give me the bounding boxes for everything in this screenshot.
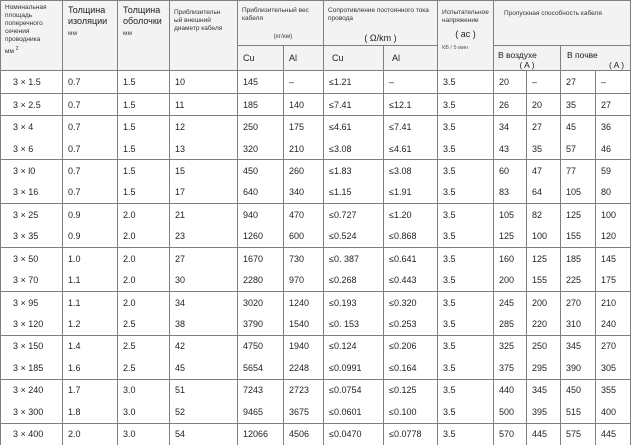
cell-soil-cu: 575 xyxy=(561,423,596,445)
cell-air-cu: 105 xyxy=(494,204,527,226)
cell-w-cu: 2280 xyxy=(238,269,284,291)
cell-w-al: 600 xyxy=(284,226,324,248)
cell-sh: 2.5 xyxy=(118,313,170,335)
cell-r-cu: ≤0.524 xyxy=(324,226,384,248)
header-weight-cu: Cu xyxy=(238,46,284,71)
cell-soil-cu: 270 xyxy=(561,291,596,313)
header-weight-unit: (кг/км) xyxy=(238,23,323,40)
cell-w-al: 970 xyxy=(284,269,324,291)
header-section-unit-sup: 2 xyxy=(16,46,19,52)
cell-ins: 1.0 xyxy=(63,248,118,270)
header-soil xyxy=(561,46,631,71)
cell-air-al: 27 xyxy=(527,116,561,138)
table-row xyxy=(1,116,631,138)
cell-dia: 12 xyxy=(170,116,238,138)
cell-air-cu: 125 xyxy=(494,226,527,248)
cell-ins: 0.7 xyxy=(63,182,118,204)
cell-air-cu: 570 xyxy=(494,423,527,445)
header-insulation-line: Толщина xyxy=(68,5,117,16)
cell-tv: 3.5 xyxy=(438,226,494,248)
cell-sh: 1.5 xyxy=(118,160,170,182)
cell-w-cu: 940 xyxy=(238,204,284,226)
cell-air-al: 35 xyxy=(527,138,561,160)
header-test-voltage xyxy=(438,1,494,71)
cell-soil-cu: 77 xyxy=(561,160,596,182)
cell-dia: 45 xyxy=(170,357,238,379)
cell-w-al: 470 xyxy=(284,204,324,226)
cell-size: 3 × 400 xyxy=(1,423,63,445)
table-row xyxy=(1,291,631,313)
table-row xyxy=(1,138,631,160)
cell-air-al: 47 xyxy=(527,160,561,182)
cell-ins: 1.8 xyxy=(63,401,118,423)
header-air-unit: ( A ) xyxy=(494,60,560,70)
cell-air-cu: 500 xyxy=(494,401,527,423)
cell-soil-cu: 45 xyxy=(561,116,596,138)
cell-tv: 3.5 xyxy=(438,401,494,423)
cell-soil-cu: 310 xyxy=(561,313,596,335)
header-weight-title: Приблизительный вес кабеля xyxy=(238,1,323,23)
cell-soil-al: – xyxy=(596,71,631,94)
cell-air-cu: 440 xyxy=(494,379,527,401)
cell-r-cu: ≤1.83 xyxy=(324,160,384,182)
table-row xyxy=(1,379,631,401)
cell-r-al: ≤1.91 xyxy=(384,182,438,204)
cell-r-al: ≤0.320 xyxy=(384,291,438,313)
cell-dia: 42 xyxy=(170,335,238,357)
cell-soil-al: 80 xyxy=(596,182,631,204)
cell-w-al: 140 xyxy=(284,93,324,116)
header-soil-label: В почве xyxy=(561,46,630,60)
cell-w-cu: 3790 xyxy=(238,313,284,335)
cell-r-cu: ≤1.21 xyxy=(324,71,384,94)
cell-r-al: ≤0.641 xyxy=(384,248,438,270)
cell-size: 3 × 120 xyxy=(1,313,63,335)
cell-r-cu: ≤7.41 xyxy=(324,93,384,116)
cell-tv: 3.5 xyxy=(438,182,494,204)
cell-sh: 3.0 xyxy=(118,401,170,423)
cell-size: 3 × 95 xyxy=(1,291,63,313)
cell-air-al: 64 xyxy=(527,182,561,204)
cell-dia: 27 xyxy=(170,248,238,270)
cell-air-cu: 60 xyxy=(494,160,527,182)
header-diameter-line: ый внешний xyxy=(174,17,237,25)
header-section-line: сечения xyxy=(5,28,62,36)
table-row xyxy=(1,93,631,116)
cell-soil-cu: 450 xyxy=(561,379,596,401)
header-diameter-line: Приблизительн xyxy=(174,9,237,17)
cell-soil-al: 270 xyxy=(596,335,631,357)
cell-air-cu: 160 xyxy=(494,248,527,270)
cell-r-cu: ≤3.08 xyxy=(324,138,384,160)
cell-soil-al: 445 xyxy=(596,423,631,445)
cell-ins: 0.9 xyxy=(63,226,118,248)
header-test-voltage-note: КВ / 5 мин xyxy=(438,45,493,51)
cell-r-cu: ≤0. 153 xyxy=(324,313,384,335)
cell-air-cu: 83 xyxy=(494,182,527,204)
header-test-voltage-unit: ( ac ) xyxy=(438,29,493,39)
cell-r-cu: ≤0.0470 xyxy=(324,423,384,445)
cell-r-al: ≤0.164 xyxy=(384,357,438,379)
cell-sh: 2.5 xyxy=(118,357,170,379)
cell-sh: 2.0 xyxy=(118,248,170,270)
cell-tv: 3.5 xyxy=(438,357,494,379)
cell-air-al: – xyxy=(527,71,561,94)
cell-w-al: 730 xyxy=(284,248,324,270)
cell-ins: 1.6 xyxy=(63,357,118,379)
cell-dia: 17 xyxy=(170,182,238,204)
cell-ins: 1.2 xyxy=(63,313,118,335)
cell-air-al: 250 xyxy=(527,335,561,357)
header-sheath xyxy=(118,1,170,71)
cell-air-al: 445 xyxy=(527,423,561,445)
cell-ins: 1.4 xyxy=(63,335,118,357)
cell-r-cu: ≤0.193 xyxy=(324,291,384,313)
cell-r-al: ≤1.20 xyxy=(384,204,438,226)
cell-dia: 10 xyxy=(170,71,238,94)
cell-tv: 3.5 xyxy=(438,313,494,335)
table-row xyxy=(1,160,631,182)
header-capacity xyxy=(494,1,631,46)
header-section-line: проводника xyxy=(5,36,62,44)
cell-sh: 2.5 xyxy=(118,335,170,357)
cell-w-cu: 450 xyxy=(238,160,284,182)
cell-w-cu: 5654 xyxy=(238,357,284,379)
cell-size: 3 × l0 xyxy=(1,160,63,182)
cell-r-al: ≤12.1 xyxy=(384,93,438,116)
cell-air-al: 100 xyxy=(527,226,561,248)
cell-soil-cu: 390 xyxy=(561,357,596,379)
cell-w-al: 1940 xyxy=(284,335,324,357)
table-row xyxy=(1,401,631,423)
cell-ins: 0.7 xyxy=(63,93,118,116)
cell-r-al: ≤0.868 xyxy=(384,226,438,248)
cell-size: 3 × 16 xyxy=(1,182,63,204)
header-resistance-al: Al xyxy=(384,46,438,71)
cell-soil-al: 59 xyxy=(596,160,631,182)
cell-soil-cu: 57 xyxy=(561,138,596,160)
table-row xyxy=(1,248,631,270)
table-body xyxy=(1,71,631,445)
cell-tv: 3.5 xyxy=(438,71,494,94)
cell-size: 3 × 25 xyxy=(1,204,63,226)
cell-w-al: 2248 xyxy=(284,357,324,379)
header-diameter-line: диаметр кабеля xyxy=(174,25,237,33)
header-sheath-line: оболочки xyxy=(123,16,169,27)
cell-w-cu: 7243 xyxy=(238,379,284,401)
cell-soil-al: 100 xyxy=(596,204,631,226)
cell-dia: 13 xyxy=(170,138,238,160)
cell-air-cu: 43 xyxy=(494,138,527,160)
cell-air-cu: 375 xyxy=(494,357,527,379)
cell-size: 3 × 185 xyxy=(1,357,63,379)
cell-w-cu: 1670 xyxy=(238,248,284,270)
cell-w-al: 340 xyxy=(284,182,324,204)
cell-sh: 2.0 xyxy=(118,269,170,291)
cell-air-cu: 245 xyxy=(494,291,527,313)
cell-tv: 3.5 xyxy=(438,116,494,138)
cell-soil-cu: 155 xyxy=(561,226,596,248)
cell-ins: 0.7 xyxy=(63,138,118,160)
cell-air-al: 20 xyxy=(527,93,561,116)
cell-w-cu: 12066 xyxy=(238,423,284,445)
cell-w-al: – xyxy=(284,71,324,94)
cell-r-cu: ≤0.0601 xyxy=(324,401,384,423)
table-row xyxy=(1,71,631,94)
cell-sh: 3.0 xyxy=(118,423,170,445)
header-resistance xyxy=(324,1,438,46)
cell-ins: 1.1 xyxy=(63,291,118,313)
cell-soil-al: 145 xyxy=(596,248,631,270)
cell-size: 3 × 70 xyxy=(1,269,63,291)
cell-soil-cu: 225 xyxy=(561,269,596,291)
cell-r-al: ≤0.206 xyxy=(384,335,438,357)
table-row xyxy=(1,423,631,445)
cell-size: 3 × 50 xyxy=(1,248,63,270)
cell-r-al: ≤0.253 xyxy=(384,313,438,335)
header-sheath-line: Толщина xyxy=(123,5,169,16)
header-soil-unit: ( A ) xyxy=(561,60,630,70)
header-insulation-unit: мм xyxy=(63,27,117,37)
cell-air-al: 395 xyxy=(527,401,561,423)
cell-r-cu: ≤0.268 xyxy=(324,269,384,291)
cell-w-al: 1240 xyxy=(284,291,324,313)
header-air xyxy=(494,46,561,71)
cell-dia: 52 xyxy=(170,401,238,423)
cell-r-cu: ≤1.15 xyxy=(324,182,384,204)
cell-air-cu: 34 xyxy=(494,116,527,138)
cell-tv: 3.5 xyxy=(438,204,494,226)
cell-size: 3 × 300 xyxy=(1,401,63,423)
cell-dia: 15 xyxy=(170,160,238,182)
cell-w-cu: 250 xyxy=(238,116,284,138)
cell-w-cu: 185 xyxy=(238,93,284,116)
cell-soil-al: 46 xyxy=(596,138,631,160)
cell-soil-al: 210 xyxy=(596,291,631,313)
cell-w-al: 4506 xyxy=(284,423,324,445)
cell-w-cu: 4750 xyxy=(238,335,284,357)
cell-sh: 3.0 xyxy=(118,379,170,401)
table-row xyxy=(1,204,631,226)
cell-ins: 1.1 xyxy=(63,269,118,291)
cell-w-cu: 9465 xyxy=(238,401,284,423)
cell-air-cu: 325 xyxy=(494,335,527,357)
header-resistance-cu: Cu xyxy=(324,46,384,71)
cell-size: 3 × 2.5 xyxy=(1,93,63,116)
cell-w-al: 3675 xyxy=(284,401,324,423)
cell-soil-cu: 515 xyxy=(561,401,596,423)
cell-soil-cu: 27 xyxy=(561,71,596,94)
cell-sh: 1.5 xyxy=(118,71,170,94)
table-row xyxy=(1,335,631,357)
header-insulation xyxy=(63,1,118,71)
header-section xyxy=(1,1,63,71)
cell-r-al: ≤4.61 xyxy=(384,138,438,160)
cell-sh: 2.0 xyxy=(118,226,170,248)
cell-ins: 0.7 xyxy=(63,71,118,94)
cell-w-cu: 320 xyxy=(238,138,284,160)
cell-r-cu: ≤0. 387 xyxy=(324,248,384,270)
table-row xyxy=(1,182,631,204)
cell-r-al: ≤0.0778 xyxy=(384,423,438,445)
cell-sh: 2.0 xyxy=(118,204,170,226)
cell-tv: 3.5 xyxy=(438,379,494,401)
cell-w-al: 2723 xyxy=(284,379,324,401)
cell-w-al: 260 xyxy=(284,160,324,182)
cell-ins: 2.0 xyxy=(63,423,118,445)
cell-air-al: 125 xyxy=(527,248,561,270)
cell-tv: 3.5 xyxy=(438,138,494,160)
cell-tv: 3.5 xyxy=(438,160,494,182)
cell-r-al: – xyxy=(384,71,438,94)
cell-r-cu: ≤0.0991 xyxy=(324,357,384,379)
cell-sh: 1.5 xyxy=(118,182,170,204)
header-section-unit: мм xyxy=(5,48,14,55)
cell-r-cu: ≤0.124 xyxy=(324,335,384,357)
table-row xyxy=(1,226,631,248)
header-diameter xyxy=(170,1,238,71)
cell-soil-al: 120 xyxy=(596,226,631,248)
cell-soil-al: 27 xyxy=(596,93,631,116)
header-test-voltage-line: Испытательное xyxy=(442,9,493,17)
cell-air-cu: 26 xyxy=(494,93,527,116)
cell-size: 3 × 150 xyxy=(1,335,63,357)
cell-soil-cu: 185 xyxy=(561,248,596,270)
cell-tv: 3.5 xyxy=(438,248,494,270)
cell-size: 3 × 240 xyxy=(1,379,63,401)
cell-dia: 34 xyxy=(170,291,238,313)
cell-dia: 38 xyxy=(170,313,238,335)
cell-r-al: ≤0.100 xyxy=(384,401,438,423)
cell-w-al: 1540 xyxy=(284,313,324,335)
cell-soil-al: 175 xyxy=(596,269,631,291)
cell-r-cu: ≤4.61 xyxy=(324,116,384,138)
header-insulation-line: изоляции xyxy=(68,16,117,27)
header-capacity-title: Пропускная способность кабеля xyxy=(494,1,630,18)
cell-size: 3 × 4 xyxy=(1,116,63,138)
cell-r-cu: ≤0.727 xyxy=(324,204,384,226)
cell-soil-al: 400 xyxy=(596,401,631,423)
cell-soil-cu: 105 xyxy=(561,182,596,204)
cell-air-cu: 200 xyxy=(494,269,527,291)
cell-air-al: 295 xyxy=(527,357,561,379)
cell-tv: 3.5 xyxy=(438,335,494,357)
cell-air-cu: 285 xyxy=(494,313,527,335)
cell-size: 3 × 35 xyxy=(1,226,63,248)
cell-dia: 54 xyxy=(170,423,238,445)
cell-dia: 23 xyxy=(170,226,238,248)
cell-soil-cu: 35 xyxy=(561,93,596,116)
cell-air-cu: 20 xyxy=(494,71,527,94)
header-weight-al: Al xyxy=(284,46,324,71)
cell-w-cu: 640 xyxy=(238,182,284,204)
cell-air-al: 82 xyxy=(527,204,561,226)
cell-dia: 51 xyxy=(170,379,238,401)
cell-soil-al: 305 xyxy=(596,357,631,379)
cell-ins: 0.7 xyxy=(63,116,118,138)
table-row xyxy=(1,313,631,335)
header-air-label: В воздухе xyxy=(494,46,560,60)
cell-r-al: ≤0.125 xyxy=(384,379,438,401)
table-row xyxy=(1,357,631,379)
cell-size: 3 × 6 xyxy=(1,138,63,160)
cell-ins: 0.7 xyxy=(63,160,118,182)
cell-sh: 1.5 xyxy=(118,138,170,160)
cell-tv: 3.5 xyxy=(438,423,494,445)
header-weight xyxy=(238,1,324,46)
cell-r-al: ≤7.41 xyxy=(384,116,438,138)
cell-soil-cu: 345 xyxy=(561,335,596,357)
header-sheath-unit: мм xyxy=(118,27,169,37)
cell-air-al: 155 xyxy=(527,269,561,291)
header-resistance-unit: ( Ω/km ) xyxy=(324,33,437,43)
cell-tv: 3.5 xyxy=(438,291,494,313)
cell-soil-al: 240 xyxy=(596,313,631,335)
cell-sh: 1.5 xyxy=(118,116,170,138)
cell-sh: 2.0 xyxy=(118,291,170,313)
cell-tv: 3.5 xyxy=(438,269,494,291)
header-section-line: площадь xyxy=(5,12,62,20)
cell-soil-al: 36 xyxy=(596,116,631,138)
table-row xyxy=(1,269,631,291)
header-section-line: Номинальная xyxy=(5,4,62,12)
cell-ins: 0.9 xyxy=(63,204,118,226)
cell-air-al: 220 xyxy=(527,313,561,335)
cell-soil-al: 355 xyxy=(596,379,631,401)
cell-r-cu: ≤0.0754 xyxy=(324,379,384,401)
cell-w-al: 175 xyxy=(284,116,324,138)
cell-soil-cu: 125 xyxy=(561,204,596,226)
header-resistance-title: Сопротивление постоянного тока провода xyxy=(324,1,437,23)
table-header xyxy=(1,1,631,71)
cell-w-cu: 145 xyxy=(238,71,284,94)
cell-sh: 1.5 xyxy=(118,93,170,116)
cell-r-al: ≤0.443 xyxy=(384,269,438,291)
cell-air-al: 345 xyxy=(527,379,561,401)
cell-dia: 11 xyxy=(170,93,238,116)
cell-r-al: ≤3.08 xyxy=(384,160,438,182)
cell-w-al: 210 xyxy=(284,138,324,160)
cell-dia: 30 xyxy=(170,269,238,291)
cell-air-al: 200 xyxy=(527,291,561,313)
header-test-voltage-line: напряжение xyxy=(442,17,493,25)
cell-tv: 3.5 xyxy=(438,93,494,116)
cell-dia: 21 xyxy=(170,204,238,226)
cell-size: 3 × 1.5 xyxy=(1,71,63,94)
cell-w-cu: 1260 xyxy=(238,226,284,248)
cell-ins: 1.7 xyxy=(63,379,118,401)
cell-w-cu: 3020 xyxy=(238,291,284,313)
header-section-line: поперечного xyxy=(5,20,62,28)
